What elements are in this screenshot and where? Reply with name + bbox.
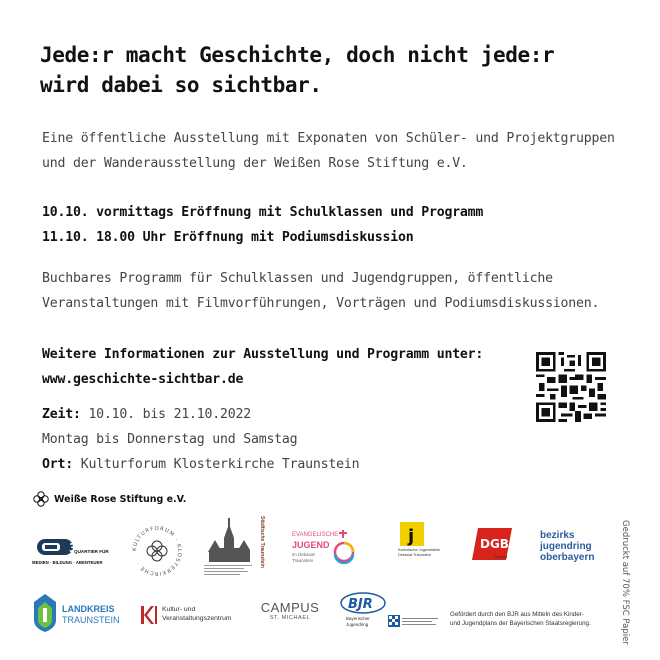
intro-paragraph bbox=[42, 126, 642, 176]
k1-icon bbox=[140, 604, 158, 626]
headline-line-1: Jede:r macht Geschichte, doch nicht jede:r bbox=[40, 43, 555, 67]
quartier-icon bbox=[36, 536, 78, 558]
campus-logo bbox=[250, 600, 330, 630]
landkreis-logo bbox=[34, 594, 124, 636]
program-line-1: Buchbares Programm für Schulklassen und Jugendgruppen, öffentliche bbox=[42, 271, 553, 286]
quartier-label: QUARTIER FÜR bbox=[74, 549, 109, 554]
katholische-jugendstelle-logo bbox=[398, 522, 441, 568]
kulturforum-logo bbox=[128, 522, 186, 580]
ej-line-4: Traunstein bbox=[292, 558, 314, 563]
kulturforum-ring-text: KULTURFORUM · KLOSTERKIRCHE · bbox=[131, 525, 183, 577]
intro-line-1: Eine öffentliche Ausstellung mit Exponaten von Schüler- und Projektgruppen bbox=[42, 131, 615, 146]
bjr-icon bbox=[340, 592, 386, 614]
headline-line-2: wird dabei so sichtbar. bbox=[40, 73, 322, 97]
campus-sub: ST. MICHAEL bbox=[269, 615, 311, 621]
funding-line-2: und Jugendplans der Bayerischen Staatsregierung. bbox=[450, 620, 591, 627]
quartier-logo bbox=[32, 536, 112, 576]
svg-text:j: j bbox=[408, 526, 415, 546]
event-details bbox=[42, 402, 542, 477]
evangelische-jugend-logo bbox=[292, 532, 362, 572]
time-row bbox=[42, 402, 542, 427]
ej-line-2: JUGEND bbox=[292, 540, 330, 550]
weisse-rose-label: Weiße Rose Stiftung e.V. bbox=[54, 493, 187, 505]
opening-date-2: 11.10. 18.00 Uhr Eröffnung mit Podiumsdiskussion bbox=[42, 230, 414, 245]
dgb-sub: Jugend bbox=[494, 554, 508, 559]
staedtische-logo bbox=[198, 512, 280, 582]
kulturzentrum-logo bbox=[140, 604, 240, 630]
bjr-ob-line-2: jugendring bbox=[540, 541, 592, 552]
kulturzentrum-line-2: Veranstaltungszentrum bbox=[162, 615, 232, 622]
rose-icon bbox=[32, 490, 50, 508]
kj-line-2: Dekanat Traunstein bbox=[398, 553, 431, 557]
svg-text:3: 3 bbox=[69, 541, 78, 555]
funding-notice bbox=[450, 610, 620, 628]
bjr-label: BJR bbox=[348, 597, 373, 612]
ej-line-1: EVANGELISCHE bbox=[292, 532, 339, 538]
bjr-sub-2: Jugendring bbox=[346, 622, 369, 627]
dgb-label: DGB bbox=[480, 537, 509, 551]
printed-notice bbox=[618, 520, 634, 645]
place-label: Ort: bbox=[42, 457, 73, 472]
weisse-rose-logo bbox=[32, 490, 186, 508]
intro-line-2: und der Wanderausstellung der Weißen Rose Stiftung e.V. bbox=[42, 156, 468, 171]
funding-line-1: Gefördert durch den BJR aus Mitteln des Kinder- bbox=[450, 611, 584, 618]
church-icon bbox=[198, 512, 258, 580]
opening-dates bbox=[42, 200, 642, 250]
bavaria-crest-icon bbox=[388, 614, 440, 628]
bjr-sub-1: Bayerischer bbox=[346, 616, 370, 621]
printed-label: Gedruckt auf 70% FSC Papier bbox=[620, 520, 630, 645]
kj-icon bbox=[400, 522, 424, 546]
days-row: Montag bis Donnerstag und Samstag bbox=[42, 432, 298, 447]
quartier-sub: MEDIEN · BILDUNG · ABENTEUER bbox=[32, 560, 103, 565]
kulturzentrum-line-1: Kultur- und bbox=[162, 606, 196, 613]
place-value: Kulturforum Klosterkirche Traunstein bbox=[72, 457, 360, 472]
bjr-logo bbox=[340, 592, 450, 632]
ej-line-3: im Dekanat bbox=[292, 552, 315, 557]
time-label: Zeit: bbox=[42, 407, 81, 422]
bjr-ob-line-1: bezirks bbox=[540, 530, 575, 541]
website-link[interactable]: www.geschichte-sichtbar.de bbox=[42, 372, 244, 387]
program-line-2: Veranstaltungen mit Filmvorführungen, Vorträgen und Podiumsdiskussionen. bbox=[42, 296, 600, 311]
qr-code[interactable] bbox=[536, 352, 606, 422]
bjr-ob-line-3: oberbayern bbox=[540, 552, 595, 563]
bezirksjugendring-logo bbox=[540, 530, 610, 570]
info-line: Weitere Informationen zur Ausstellung und Programm unter: bbox=[42, 347, 484, 362]
campus-label: CAMPUS bbox=[260, 600, 320, 615]
time-value: 10.10. bis 21.10.2022 bbox=[80, 407, 251, 422]
dgb-jugend-logo bbox=[472, 528, 516, 568]
landkreis-line-1: LANDKREIS bbox=[62, 604, 115, 614]
staedtische-label: Städtische Traunstein bbox=[259, 516, 265, 568]
opening-date-1: 10.10. vormittags Eröffnung mit Schulklassen und Programm bbox=[42, 205, 484, 220]
headline bbox=[40, 40, 640, 100]
kj-line-1: Katholische Jugendstelle bbox=[398, 548, 441, 552]
place-row bbox=[42, 452, 542, 477]
ej-circle-icon bbox=[330, 528, 360, 564]
info-block bbox=[42, 342, 542, 392]
program-paragraph bbox=[42, 266, 642, 316]
landkreis-line-2: TRAUNSTEIN bbox=[62, 615, 120, 625]
landkreis-crest-icon bbox=[34, 594, 56, 632]
kulturforum-icon bbox=[128, 522, 186, 580]
